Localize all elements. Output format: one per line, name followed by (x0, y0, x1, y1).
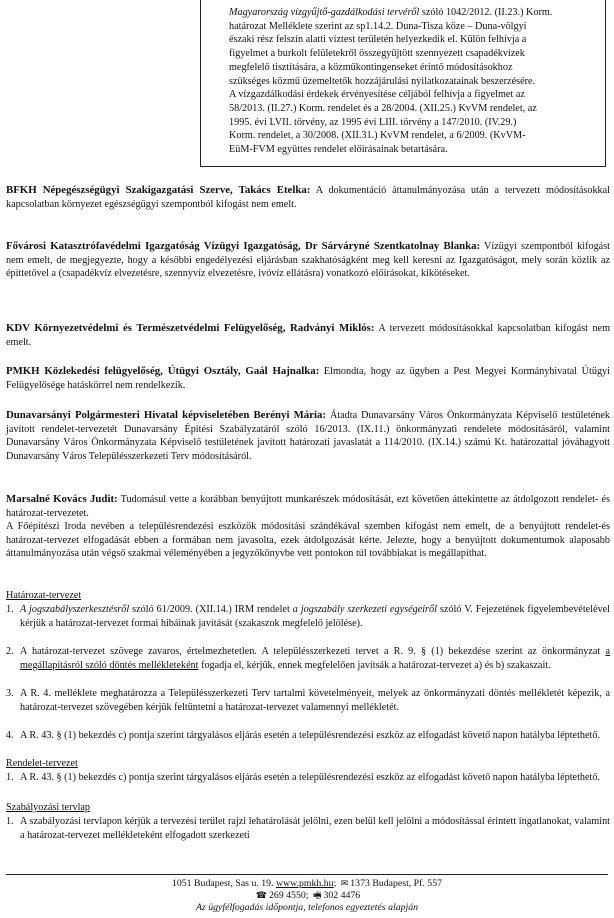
list-text: szóló 61/2009. (XII.14.) IRM rendelet (129, 604, 293, 615)
paragraph-fovarosi-heading: Fővárosi Katasztrófavédelmi Igazgatóság Vízügyi Igazgatóság, Dr Sárváryné Szentkatolnay Blanka: (6, 240, 481, 252)
paragraph-marsalne (6, 493, 610, 561)
footer-divider (6, 874, 608, 875)
paragraph-kdv (6, 322, 610, 349)
table-line-1-rest: szóló 1042/2012. (II.23.) Korm. (419, 7, 553, 18)
list-text: A R. 43. § (1) bekezdés c) pontja szerint tárgyalásos eljárás esetén a településrendezési eszköz az elfogadást követő napon hatályba léptethető. (20, 772, 600, 783)
paragraph-dunavarsany-heading: Dunavarsányi Polgármesteri Hivatal képviseletében Berényi Mária: (6, 409, 326, 421)
table-line: 58/2013. (II.27.) Korm. rendelet és a 28/2004. (XII.25.) KvVM rendelet, az (229, 102, 537, 114)
footer-note: Az ügyfélfogadás időpontja, telefonos egyeztetés alapján (195, 902, 419, 913)
paragraph-dunavarsany (6, 409, 610, 463)
regulation-table-cell (200, 0, 606, 167)
list-number: 1. (6, 604, 14, 615)
list-number: 2. (6, 646, 14, 657)
list-text: A határozat-tervezet szövege zavaros, értelmezhetetlen. A településszerkezeti tervet a R. 9. § (1) bekezdése szerint az önkormányzat (20, 646, 606, 657)
fax-icon: 🖷 (312, 891, 322, 901)
list-number: 1. (6, 816, 14, 827)
paragraph-fovarosi-body: Vízügyi szempontból kifogást nem emelt, de megjegyezte, hogy a későbbi engedélyezési eljárásban szakhatóságként meg kell keresni az Igazgatóságot, mely során közlik az építtetővel a (csapadékvíz elvezetésre, szennyvíz elvezetésre, ivóvíz ellátásra) vonatkozó előírásokat, kikötéseket. (6, 241, 610, 280)
list-number: 4. (6, 730, 14, 741)
list-underlined-text: a megállapításról szóló döntés mellékleteként (20, 646, 610, 671)
paragraph-fovarosi (6, 240, 610, 281)
table-line: 1995. évi LVII. törvény, az 1995 évi LIII. törvény a 147/2010. (IV.29.) (229, 116, 517, 128)
table-line: EüM-FVM együttes rendelet előírásainak betartására. (229, 144, 448, 156)
regulation-table-text (229, 6, 599, 157)
table-line: A vízgazdálkodási érdekek érvényesítése céljából felhívja a figyelmet az (229, 89, 525, 101)
table-line: északi rész felszín alatti víztest területén helyezkedik el. Külön felhívja a (229, 34, 527, 46)
paragraph-marsalne-body-2: A Főépítészi Iroda nevében a településrendezési eszközök módosítási szándékával szemben kifogást nem emelt, de a benyújtott rendelet-és határozat-tervezet elfogadását ebben a formában nem javasolta, ezek átdolgozását kérte. Jelezte, hogy a benyújtott dokumentumok alaposabb áttanulmányozása után végső szakmai véleményében a jegyzőkönyvbe vett pontokon túl továbbiakat is megállapíthat. (6, 521, 610, 560)
phone-icon: ☎ (255, 891, 268, 901)
table-line: figyelmet a burkolt felületekről összegyűjtött szennyezett csapadékvizek (229, 48, 525, 60)
table-line: Korm. rendelet, a 30/2008. (XII.31.) KvVM rendelet, a 6/2009. (KvVM- (229, 130, 526, 142)
envelope-icon: ✉ (340, 879, 349, 889)
footer-website-link[interactable]: www.pmkh.hu (275, 878, 334, 889)
paragraph-bfkh-heading: BFKH Népegészségügyi Szakigazgatási Szerve, Takács Etelka: (6, 184, 311, 196)
list-number: 3. (6, 688, 14, 699)
footer-postbox: 1373 Budapest, Pf. 557 (350, 878, 442, 889)
footer-phone-line (0, 890, 614, 903)
list-text: A R. 4. melléklete meghatározza a Településszerkezeti Terv tartalmi követelményeit, melyek az önkormányzati döntés mellékletét képezik, a határozat-tervezet szövegében kérjük feltüntetni a határozat-tervezet valamennyi mellékletét. (20, 688, 610, 713)
list-number: 1. (6, 772, 14, 783)
paragraph-kdv-heading: KDV Környezetvédelmi és Természetvédelmi Felügyelőség, Radványi Miklós: (6, 322, 375, 334)
footer-fax: 302 4476 (323, 890, 361, 901)
list-text: A szabályozási tervlapon kérjük a tervezési terület rajzi lehatárolását jelölni, ezen belül kell jelölni a módosítással érintett ingatlanokat, valamint a határozat-tervezet mellékleteként elfogadott szerkezeti (20, 816, 610, 841)
table-italic-title: Magyarország vízgyűjtő-gazdálkodási tervéről (229, 7, 420, 18)
table-line: határozat Melléklete szerint az sp1.14.2. Duna-Tisza köze – Duna-völgyi (229, 20, 527, 32)
paragraph-pmkh-body: Elmondta, hogy az ügyben a Pest Megyei Kormányhivatal Útügyi Felügyelősége hatáskörrel nem rendelkezik. (6, 366, 610, 391)
paragraph-pmkh (6, 365, 610, 392)
list-italic-text: a jogszabály szerkezeti egységeiről (292, 604, 437, 615)
section-title-hatarozat: Határozat-tervezet (6, 590, 82, 601)
section-title-szabalyozasi: Szabályozási tervlap (6, 802, 91, 813)
list-text: fogadja el, kérjük, ennek megfelelően javítsák a határozat-tervezet a) és b) szakaszait. (198, 659, 551, 671)
list-text: A R. 43. § (1) bekezdés c) pontja szerint tárgyalásos eljárás esetén a településrendezési eszköz az elfogadást követő napon hatályba léptethető. (20, 730, 600, 741)
paragraph-kdv-body: A tervezett módosításokkal kapcsolatban kifogást nem emelt. (6, 323, 610, 348)
paragraph-marsalne-heading: Marsalné Kovács Judit: (6, 493, 118, 505)
paragraph-marsalne-body-1: Tudomásul vette a korábban benyújtott munkarészek módosítását, ezt követően áttekintette az átdolgozott rendelet- és határozat-tervezetet. (6, 494, 610, 519)
section-title-rendelet: Rendelet-tervezet (6, 758, 78, 769)
paragraph-pmkh-heading: PMKH Közlekedési felügyelőség, Útügyi Osztály, Gaál Hajnalka: (6, 365, 320, 377)
paragraph-dunavarsany-body: Átadta Dunavarsány Város Önkormányzata Képviselő testületének javított rendelet-tervezetét Dunavarsány Építési Szabályzatáról szóló 16/2013. (IX.11.) önkormányzati rendelete módosításáról, valamint Dunavarsány Város Önkormányzata Képviselő testületének javított határozati javaslatát a 114/2010. (IX.14.) számú Kt. határozattal jóváhagyott Dunavarsány Város Településszerkezeti Terv módosításáról. (6, 410, 610, 462)
paragraph-bfkh (6, 184, 610, 211)
list-italic-text: A jogszabályszerkesztésről (20, 604, 130, 615)
paragraph-bfkh-body: A dokumentáció áttanulmányozása után a tervezett módosításokkal kapcsolatban környezet egészségügyi szempontból kifogást nem emelt. (6, 185, 610, 210)
table-line: szükséges közmű üzemeltetők hozzájárulási nyilatkozatainak beszerzésére. (229, 75, 536, 87)
list-text: szóló V. Fejezetének figyelembevételével kérjük a határozat-tervezet formai hibáinak javítását (szakaszok megfelelő jelölése). (20, 604, 610, 629)
table-line: megfelelő tisztítására, a közműkontingenseket érintő módosításokhoz (229, 61, 513, 73)
footer-address: 1051 Budapest, Sas u. 19. (171, 878, 274, 889)
footer-phone: 269 4550; (269, 890, 309, 901)
footer-address-line: 1051 Budapest, Sas u. 19. www.pmkh.hu; ✉ 1373 Budapest, Pf. 557 (171, 878, 442, 889)
